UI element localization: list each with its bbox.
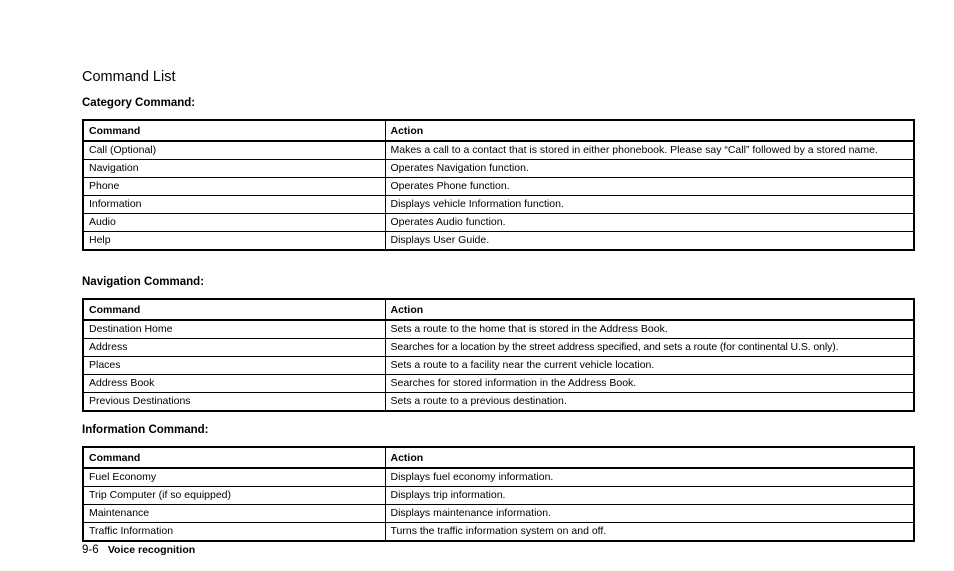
table-row bbox=[83, 468, 914, 487]
column-header-action: Action bbox=[385, 120, 914, 141]
column-header-command: Command bbox=[83, 447, 385, 468]
action-cell: Operates Navigation function. bbox=[385, 159, 914, 177]
table-row bbox=[83, 195, 914, 213]
table-header-row bbox=[83, 299, 914, 320]
table-row bbox=[83, 357, 914, 375]
table-row bbox=[83, 159, 914, 177]
table-row bbox=[83, 339, 914, 357]
action-cell: Searches for a location by the street address specified, and sets a route (for continental U.S. only). bbox=[385, 339, 914, 357]
action-cell: Displays User Guide. bbox=[385, 231, 914, 250]
table-row bbox=[83, 320, 914, 339]
page-footer bbox=[82, 544, 195, 556]
action-cell: Operates Phone function. bbox=[385, 177, 914, 195]
column-header-action: Action bbox=[385, 299, 914, 320]
command-cell: Address Book bbox=[83, 375, 385, 393]
action-cell: Turns the traffic information system on and off. bbox=[385, 523, 914, 542]
action-cell: Searches for stored information in the Address Book. bbox=[385, 375, 914, 393]
information-command-table bbox=[82, 446, 915, 542]
table-row bbox=[83, 487, 914, 505]
information-command-heading: Information Command: bbox=[82, 424, 209, 436]
page-number: 9-6 bbox=[82, 544, 99, 556]
action-cell: Displays maintenance information. bbox=[385, 505, 914, 523]
command-cell: Destination Home bbox=[83, 320, 385, 339]
command-cell: Fuel Economy bbox=[83, 468, 385, 487]
table-row bbox=[83, 393, 914, 412]
action-cell: Sets a route to the home that is stored in the Address Book. bbox=[385, 320, 914, 339]
chapter-title: Voice recognition bbox=[107, 544, 196, 556]
table-row bbox=[83, 523, 914, 542]
command-cell: Address bbox=[83, 339, 385, 357]
command-cell: Call (Optional) bbox=[83, 141, 385, 159]
command-cell: Traffic Information bbox=[83, 523, 385, 542]
table-row bbox=[83, 231, 914, 250]
table-row bbox=[83, 505, 914, 523]
table-row bbox=[83, 177, 914, 195]
command-cell: Help bbox=[83, 231, 385, 250]
column-header-command: Command bbox=[83, 120, 385, 141]
navigation-command-heading: Navigation Command: bbox=[82, 276, 205, 288]
command-cell: Previous Destinations bbox=[83, 393, 385, 412]
navigation-command-table bbox=[82, 298, 915, 412]
table-row bbox=[83, 375, 914, 393]
command-cell: Trip Computer (if so equipped) bbox=[83, 487, 385, 505]
action-cell: Displays trip information. bbox=[385, 487, 914, 505]
table-row bbox=[83, 213, 914, 231]
command-cell: Audio bbox=[83, 213, 385, 231]
action-cell: Makes a call to a contact that is stored in either phonebook. Please say “Call” followed by a stored name. bbox=[385, 141, 914, 159]
command-cell: Information bbox=[83, 195, 385, 213]
page-title: Command List bbox=[82, 69, 176, 85]
category-command-table bbox=[82, 119, 915, 251]
action-cell: Sets a route to a facility near the current vehicle location. bbox=[385, 357, 914, 375]
action-cell: Operates Audio function. bbox=[385, 213, 914, 231]
table-header-row bbox=[83, 120, 914, 141]
action-cell: Sets a route to a previous destination. bbox=[385, 393, 914, 412]
command-cell: Navigation bbox=[83, 159, 385, 177]
table-row bbox=[83, 141, 914, 159]
action-cell: Displays fuel economy information. bbox=[385, 468, 914, 487]
action-cell: Displays vehicle Information function. bbox=[385, 195, 914, 213]
column-header-action: Action bbox=[385, 447, 914, 468]
command-cell: Places bbox=[83, 357, 385, 375]
column-header-command: Command bbox=[83, 299, 385, 320]
command-cell: Phone bbox=[83, 177, 385, 195]
table-header-row bbox=[83, 447, 914, 468]
command-cell: Maintenance bbox=[83, 505, 385, 523]
category-command-heading: Category Command: bbox=[82, 97, 196, 109]
